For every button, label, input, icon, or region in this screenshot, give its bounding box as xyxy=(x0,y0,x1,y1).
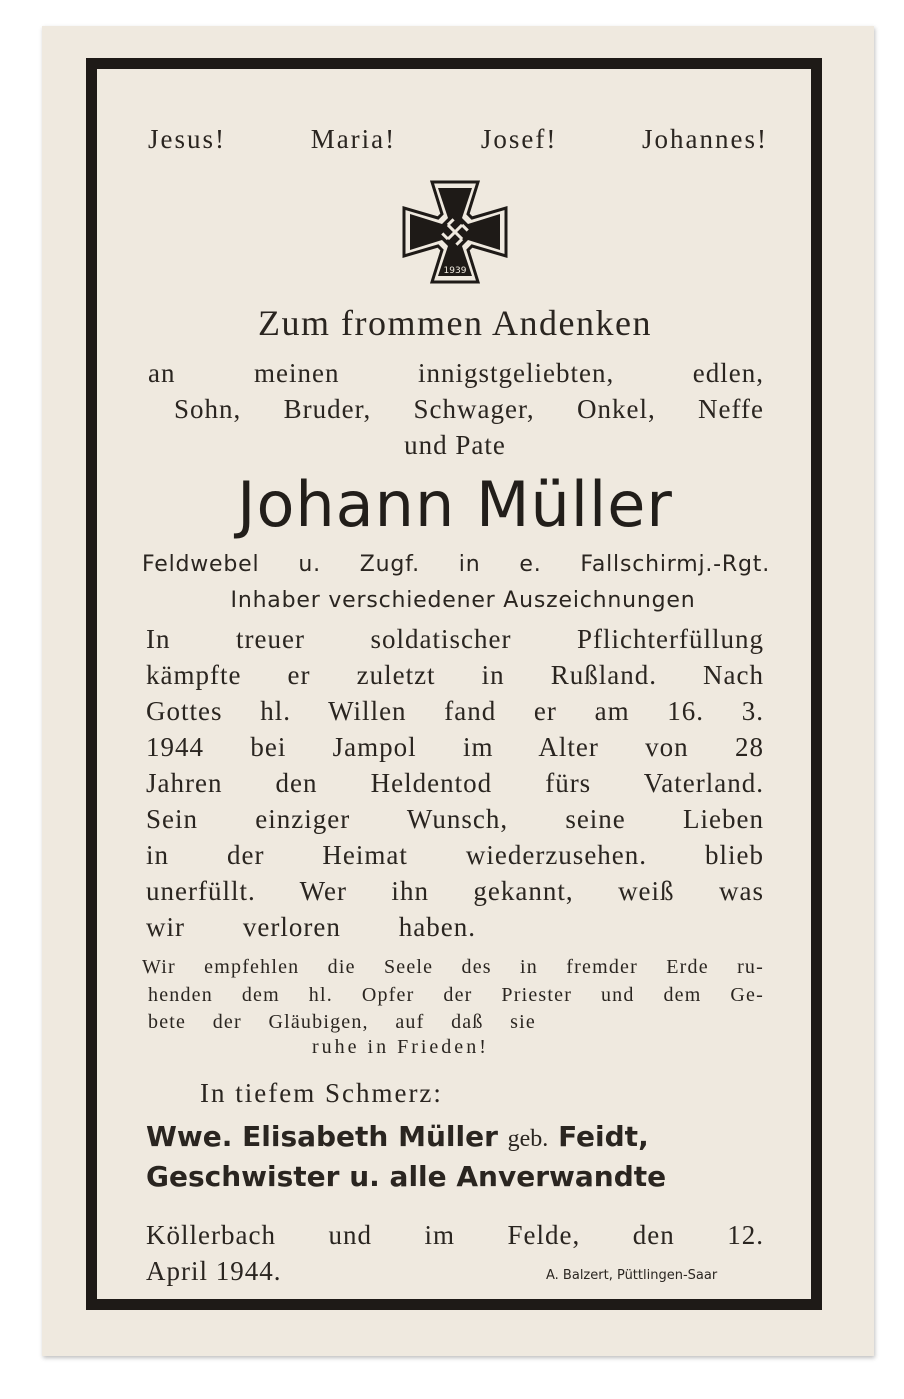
signatory-line-1 xyxy=(146,1120,770,1153)
intro-line-2: Sohn, Bruder, Schwager, Onkel, Neffe xyxy=(174,394,764,424)
prayer-line-2: henden dem hl. Opfer der Priester und dem Ge- xyxy=(148,984,764,1006)
heading: Zum frommen Andenken xyxy=(258,303,652,343)
mourning-line: In tiefem Schmerz: xyxy=(200,1078,443,1108)
body-line-8: unerfüllt. Wer ihn gekannt, weiß was xyxy=(146,876,764,906)
body-line-4: 1944 bei Jampol im Alter von 28 xyxy=(146,732,764,762)
signatory-line-2: Geschwister u. alle Anverwandte xyxy=(146,1160,667,1193)
invocation-johannes: Johannes! xyxy=(642,124,768,154)
body-line-5: Jahren den Heldentod fürs Vaterland. xyxy=(146,768,764,798)
printer-imprint: A. Balzert, Püttlingen-Saar xyxy=(546,1268,718,1283)
signatory-maiden-name: Feidt, xyxy=(558,1120,649,1153)
prayer-line-1: Wir empfehlen die Seele des in fremder Erde ru- xyxy=(142,956,764,978)
invocation-jesus: Jesus! xyxy=(148,124,226,154)
body-line-9: wir verloren haben. xyxy=(146,912,476,942)
rank-line-2: Inhaber verschiedener Auszeichnungen xyxy=(230,588,696,613)
signatory-geb: geb. xyxy=(507,1126,549,1152)
invocation-josef: Josef! xyxy=(480,124,558,154)
body-line-7: in der Heimat wiederzusehen. blieb xyxy=(146,840,764,870)
emblem-year: 1939 xyxy=(443,266,467,276)
body-line-6: Sein einziger Wunsch, seine Lieben xyxy=(146,804,764,834)
body-line-2: kämpfte er zuletzt in Rußland. Nach xyxy=(146,660,764,690)
intro-line-1: an meinen innigstgeliebten, edlen, xyxy=(148,358,764,388)
prayer-line-3: bete der Gläubigen, auf daß sie xyxy=(148,1011,536,1033)
rank-line-1: Feldwebel u. Zugf. in e. Fallschirmj.-Rgt. xyxy=(142,552,770,577)
intro-line-3: und Pate xyxy=(404,430,506,460)
place-date-line-1: Köllerbach und im Felde, den 12. xyxy=(146,1220,764,1250)
invocation-line xyxy=(148,124,768,155)
body-line-3: Gottes hl. Willen fand er am 16. 3. xyxy=(146,696,764,726)
iron-cross-icon xyxy=(402,180,508,284)
invocation-maria: Maria! xyxy=(310,124,397,154)
deceased-name: Johann Müller xyxy=(237,468,673,541)
body-line-1: In treuer soldatischer Pflichterfüllung xyxy=(146,624,764,654)
prayer-line-4: ruhe in Frieden! xyxy=(312,1036,489,1058)
place-date-line-2: April 1944. xyxy=(146,1256,282,1286)
signatory-widow: Wwe. Elisabeth Müller xyxy=(146,1120,498,1153)
